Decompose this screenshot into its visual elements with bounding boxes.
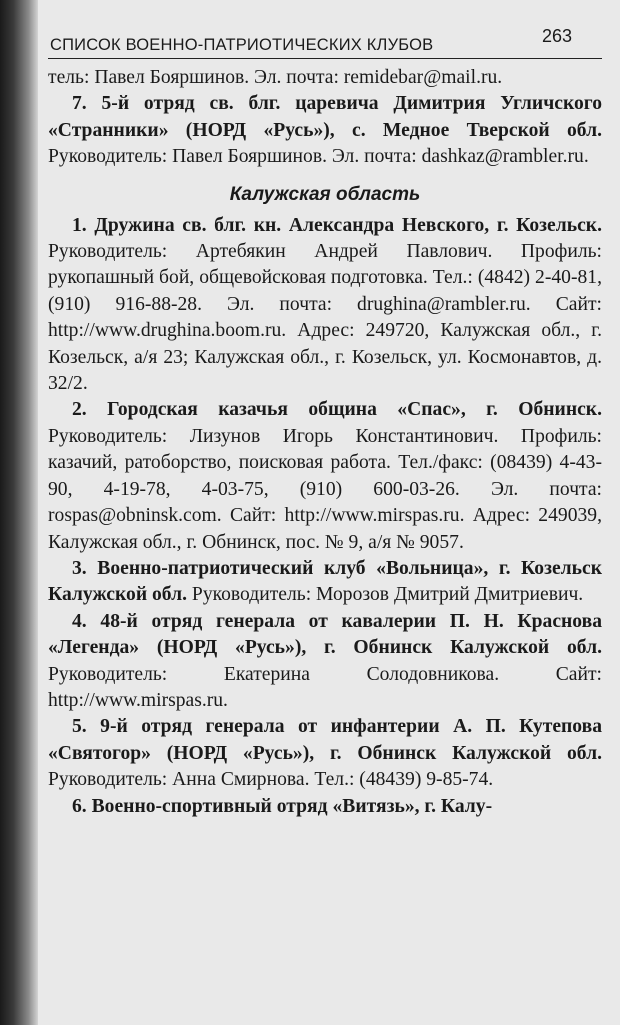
entry-lead: 2. Городская казачья община «Спас», г. Обнинск. bbox=[72, 399, 602, 421]
entry-details: Руководитель: Лизунов Игорь Константинович. Профиль: казачий, ратоборство, поисковая работа. Тел./факс: (08439) 4-43-90, 4-19-78, 4-03-75, (910) 600-03-26. Эл. почта: rospas@obninsk.com. Сайт: http://www.mirspas.ru. Адрес: 249039, Калужская обл., г. Обнинск, пос. № 9, а/я № 9057. bbox=[48, 425, 602, 553]
entry-lead: 3. Военно-патриотический клуб «Вольница», г. Козельск Калужской обл. bbox=[48, 557, 602, 606]
book-spine-shadow bbox=[0, 0, 38, 1025]
entry-details: Руководитель: Павел Бояршинов. Эл. почта: dashkaz@rambler.ru. bbox=[48, 146, 589, 168]
list-item bbox=[48, 556, 602, 609]
running-header bbox=[48, 22, 602, 59]
entry-details: Руководитель: Анна Смирнова. Тел.: (48439) 9-85-74. bbox=[48, 769, 494, 791]
list-item bbox=[48, 213, 602, 398]
entry-details: Руководитель: Екатерина Солодовникова. Сайт: http://www.mirspas.ru. bbox=[48, 663, 602, 711]
section-heading: Калужская область bbox=[229, 183, 421, 205]
page-number: 263 bbox=[541, 26, 572, 46]
entry-lead: 6. Военно-спортивный отряд «Витязь», г. Калу- bbox=[72, 795, 493, 817]
list-item bbox=[48, 397, 602, 555]
entry-details: Руководитель: Артебякин Андрей Павлович. Профиль: рукопашный бой, общевойсковая подготовка. Тел.: (4842) 2-40-81, (910) 916-88-28. Эл. почта: drughina@rambler.ru. Сайт: http://www.drughina.boom.ru. Адрес: 249720, Калужская обл., г. Козельск, а/я 23; Калужская обл., г. Козельск, ул. Космонавтов, д. 32/2. bbox=[48, 241, 602, 395]
entry-lead: 1. Дружина св. блг. кн. Александра Невского, г. Козельск. bbox=[72, 214, 602, 236]
list-item bbox=[48, 609, 602, 715]
continued-paragraph: тель: Павел Бояршинов. Эл. почта: remidebar@mail.ru. bbox=[48, 67, 503, 88]
book-page bbox=[48, 22, 602, 1022]
list-item bbox=[48, 714, 602, 793]
running-header-title: СПИСОК ВОЕННО-ПАТРИОТИЧЕСКИХ КЛУБОВ bbox=[50, 36, 434, 54]
entry-lead: 5. 9-й отряд генерала от инфантерии А. П. Кутепова «Святогор» (НОРД «Русь»), г. Обнинск Калужской обл. bbox=[48, 716, 602, 764]
page-body bbox=[48, 65, 602, 820]
entry-lead: 7. 5-й отряд св. блг. царевича Димитрия Угличского «Странники» (НОРД «Русь»), с. Медное Тверской обл. bbox=[48, 93, 602, 141]
entry-lead: 4. 48-й отряд генерала от кавалерии П. Н. Краснова «Легенда» (НОРД «Русь»), г. Обнинск Калужской обл. bbox=[48, 610, 602, 659]
list-item-tver-7 bbox=[48, 91, 602, 170]
list-item bbox=[48, 794, 602, 820]
entry-details: Руководитель: Морозов Дмитрий Дмитриевич. bbox=[191, 584, 584, 606]
